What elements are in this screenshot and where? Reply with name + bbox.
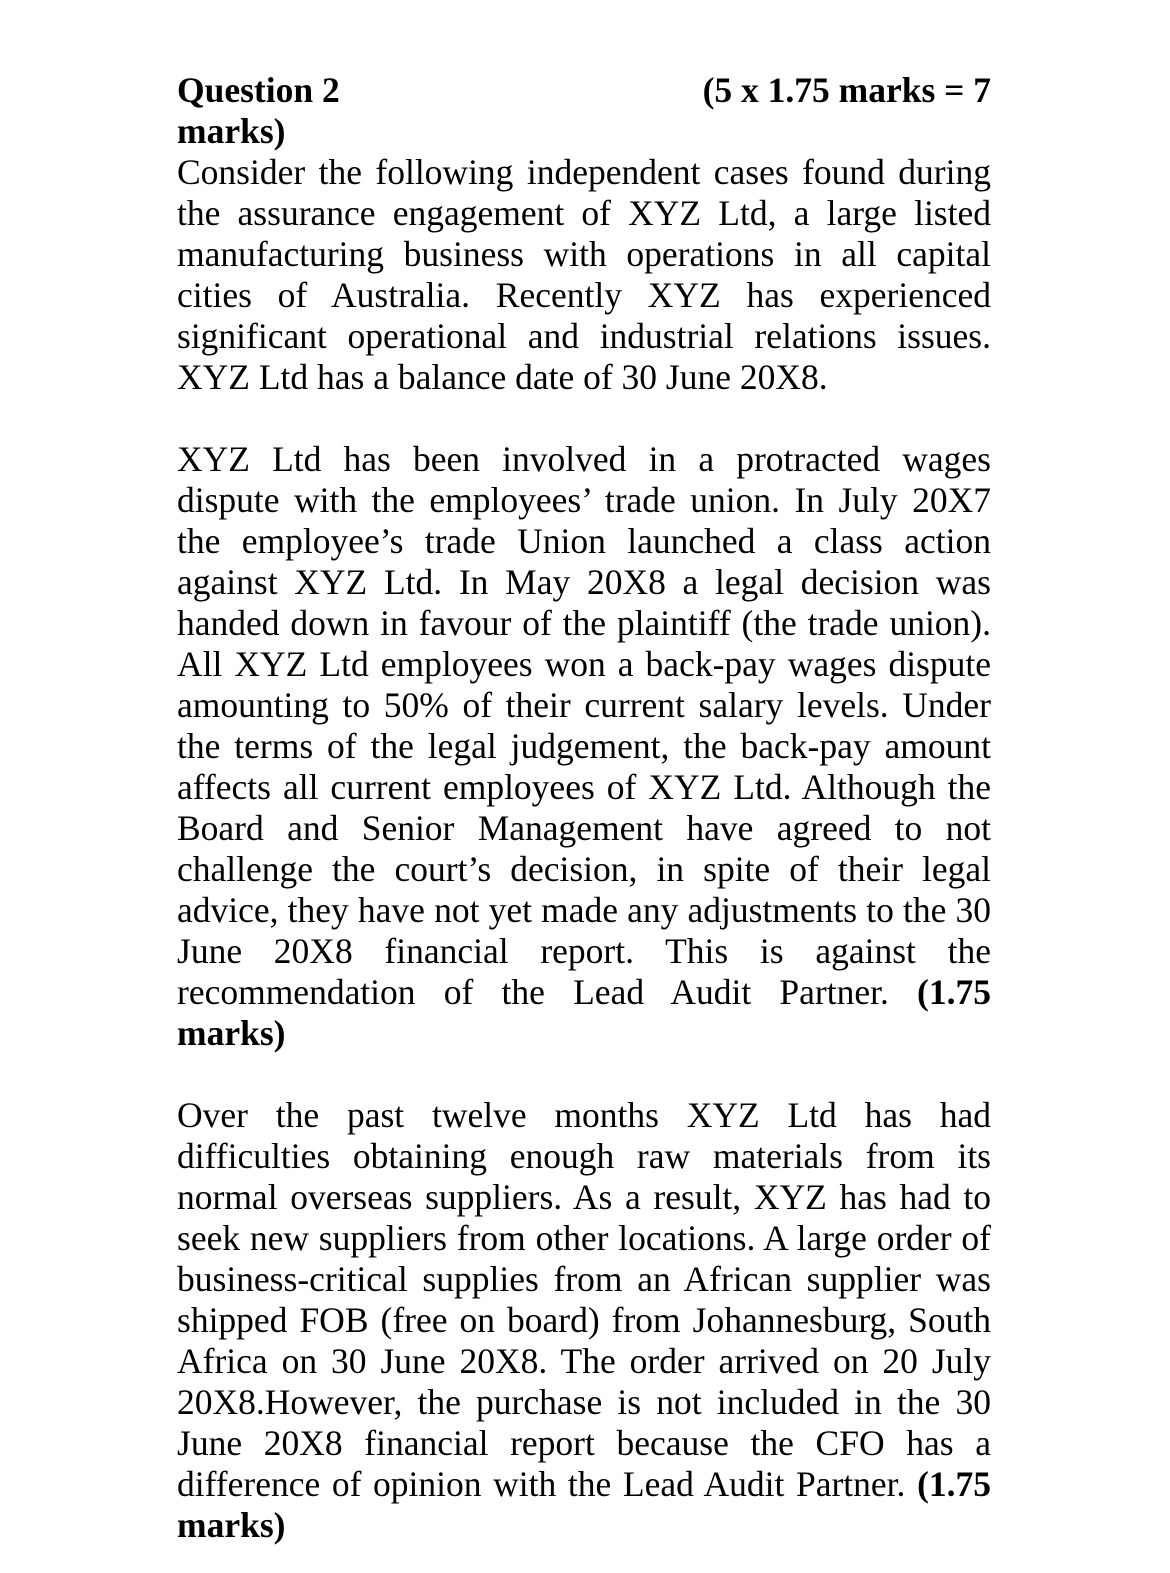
intro-paragraph: Consider the following independent cases found during the assurance engagement of XYZ Ltd, a large listed manufacturing business with operations in all capital cities of Australia. Recently XYZ has experienced significant operational and industrial relations issues. XYZ Ltd has a balance date of 30 June 20X8. [177,152,991,397]
paragraph-spacer [177,1054,991,1095]
case-2-text: Over the past twelve months XYZ Ltd has had difficulties obtaining enough raw materials from its normal overseas suppliers. As a result, XYZ has had to seek new suppliers from other locations. A large order of business-critical supplies from an African supplier was shipped FOB (free on board) from Johannesburg, South Africa on 30 June 20X8. The order arrived on 20 July 20X8.However, the purchase is not included in the 30 June 20X8 financial report because the CFO has a difference of opinion with the Lead Audit Partner. [177,1095,991,1504]
question-marks-continued: marks) [177,111,286,151]
case-1-marks: (1.75 marks) [177,972,991,1053]
case-2-marks: (1.75 marks) [177,1464,992,1545]
question-title: Question 2 [177,70,340,110]
question-document [177,70,991,1546]
case-1-text: XYZ Ltd has been involved in a protracted wages dispute with the employees’ trade union. In July 20X7 the employee’s trade Union launched a class action against XYZ Ltd. In May 20X8 a legal decision was handed down in favour of the plaintiff (the trade union). All XYZ Ltd employees won a back-pay wages dispute amounting to 50% of their current salary levels. Under the terms of the legal judgement, the back-pay amount affects all current employees of XYZ Ltd. Although the Board and Senior Management have agreed to not challenge the court’s decision, in spite of their legal advice, they have not yet made any adjustments to the 30 June 20X8 financial report. This is against the recommendation of the Lead Audit Partner. [177,439,991,1012]
case-1-paragraph [177,439,991,1054]
question-heading [177,70,991,111]
case-2-paragraph [177,1095,991,1546]
paragraph-spacer [177,398,991,439]
question-marks: (5 x 1.75 marks = 7 [702,70,991,110]
